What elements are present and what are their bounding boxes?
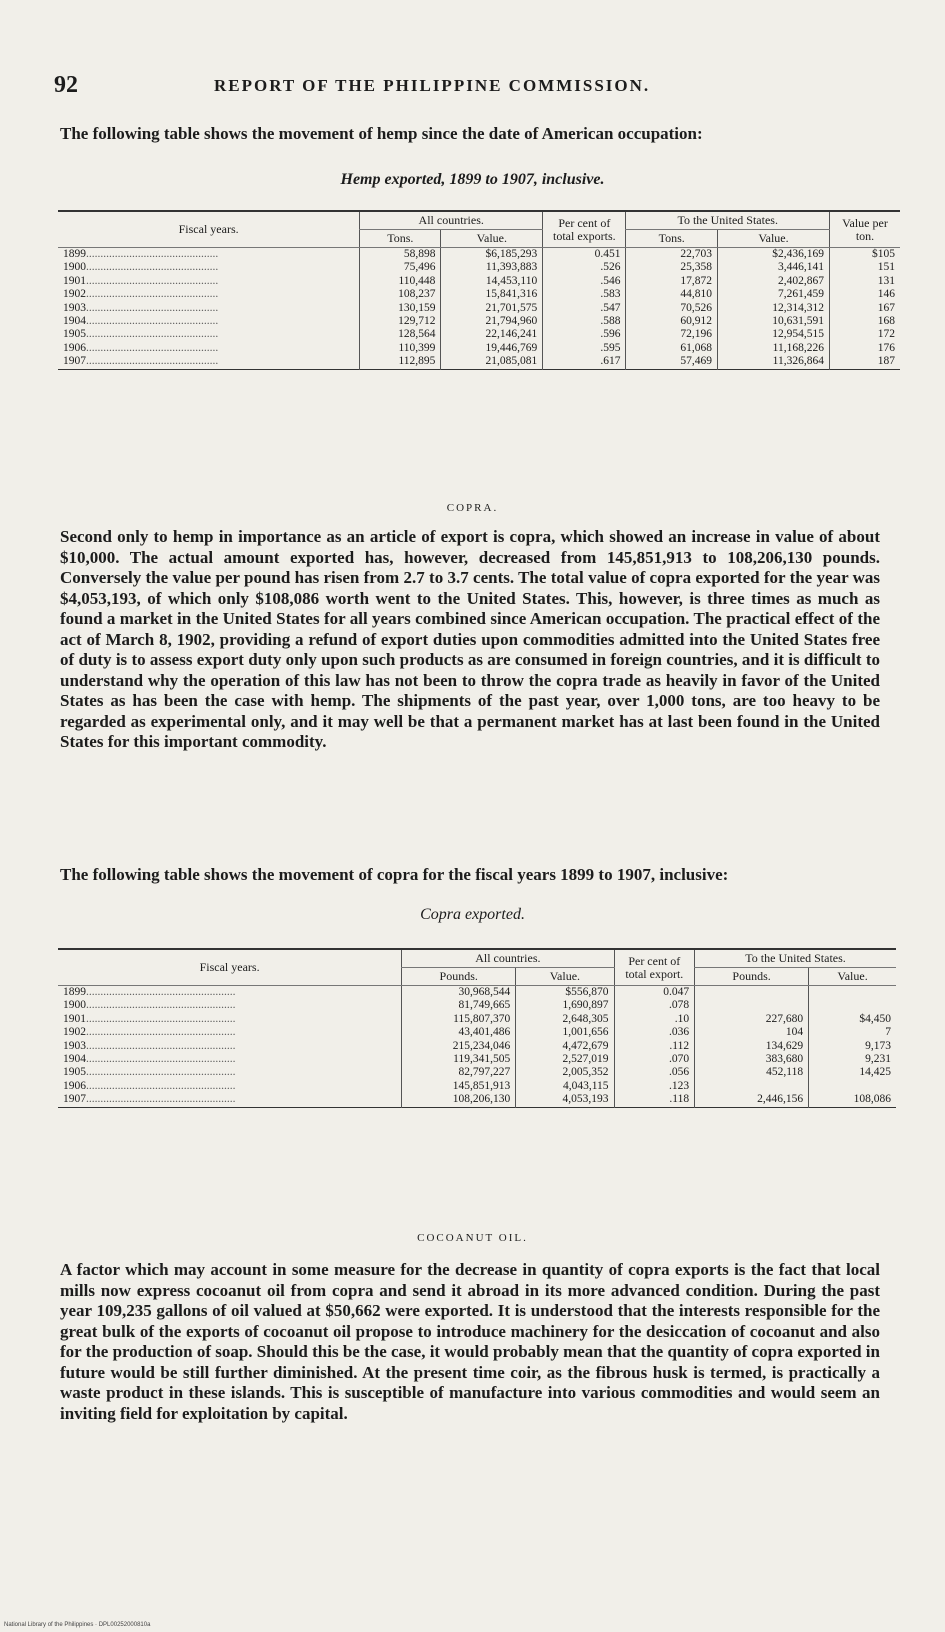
hemp-header-all-countries: All countries. (360, 211, 543, 230)
value-cell: 2,527,019 (516, 1053, 614, 1066)
us-value-cell (809, 986, 896, 1000)
per-ton-cell: 176 (830, 342, 901, 355)
us-pounds-cell (695, 1080, 809, 1093)
cocoanut-oil-paragraph: A factor which may account in some measure for the decrease in quantity of copra exports is the fact that local mills now express cocoanut oil from copra and send it abroad in its more advanced condition. During the past year 109,235 gallons of oil valued at $50,662 were exported. It is understood that the interests responsible for the great bulk of the exports of cocoanut oil propose to introduce machinery for the desiccation of cocoanut and also for the production of soap. Should this be the case, it would probably mean that the quantity of copra exported in future would be still further diminished. At the present time coir, as the fibrous husk is termed, is practically a waste product in these islands. This is susceptible of manufacture into various commodities and would seem an inviting field for exploitation by capital. (60, 1260, 880, 1423)
us-tons-cell: 60,912 (626, 315, 717, 328)
us-tons-cell: 57,469 (626, 355, 717, 369)
us-value-cell (809, 1080, 896, 1093)
pct-cell: .078 (614, 999, 695, 1012)
tons-cell: 128,564 (360, 328, 441, 341)
running-head: REPORT OF THE PHILIPPINE COMMISSION. (214, 76, 651, 95)
hemp-header-per-cent: Per cent of total exports. (543, 211, 626, 248)
pct-cell: .112 (614, 1040, 695, 1053)
table-row (58, 1093, 896, 1107)
us-pounds-cell: 383,680 (695, 1053, 809, 1066)
page-number: 92 (54, 72, 78, 98)
us-tons-cell: 22,703 (626, 248, 717, 262)
value-cell: 14,453,110 (441, 275, 543, 288)
us-pounds-cell (695, 986, 809, 1000)
copra-header-value: Value. (516, 968, 614, 986)
table-row (58, 986, 896, 1000)
pct-cell: .526 (543, 261, 626, 274)
tons-cell: 130,159 (360, 302, 441, 315)
us-value-cell: 9,173 (809, 1040, 896, 1053)
pct-cell: .036 (614, 1026, 695, 1039)
us-value-cell: 10,631,591 (717, 315, 829, 328)
value-cell: 4,472,679 (516, 1040, 614, 1053)
value-cell: 2,648,305 (516, 1013, 614, 1026)
hemp-header-us-tons: Tons. (626, 230, 717, 248)
table-row (58, 302, 900, 315)
hemp-intro-paragraph: The following table shows the movement of hemp since the date of American occupation: (60, 124, 703, 143)
us-value-cell: 2,402,867 (717, 275, 829, 288)
us-value-cell: 7,261,459 (717, 288, 829, 301)
fiscal-year-cell: 1906.................................................... (63, 1079, 236, 1092)
us-pounds-cell (695, 999, 809, 1012)
per-ton-cell: 131 (830, 275, 901, 288)
pct-cell: .123 (614, 1080, 695, 1093)
value-cell: 1,001,656 (516, 1026, 614, 1039)
fiscal-year-cell: 1900.................................................... (63, 999, 236, 1012)
hemp-header-us-value: Value. (717, 230, 829, 248)
fiscal-year-cell: 1901.............................................. (63, 274, 219, 287)
value-cell: 4,043,115 (516, 1080, 614, 1093)
us-value-cell (809, 999, 896, 1012)
tons-cell: 129,712 (360, 315, 441, 328)
copra-table-body (58, 986, 896, 1108)
pct-cell: .056 (614, 1066, 695, 1079)
pounds-cell: 81,749,665 (402, 999, 516, 1012)
table-row (58, 355, 900, 369)
pct-cell: 0.451 (543, 248, 626, 262)
us-pounds-cell: 227,680 (695, 1013, 809, 1026)
copra-intro-paragraph: The following table shows the movement of copra for the fiscal years 1899 to 1907, inclusive: (60, 865, 729, 884)
copra-header-all-countries: All countries. (402, 949, 614, 968)
copra-header-to-us: To the United States. (695, 949, 896, 968)
pounds-cell: 215,234,046 (402, 1040, 516, 1053)
copra-header-per-cent: Per cent of total export. (614, 949, 695, 986)
table-row (58, 248, 900, 262)
fiscal-year-cell: 1900.............................................. (63, 261, 219, 274)
fiscal-year-cell: 1903.................................................... (63, 1039, 236, 1052)
us-value-cell: 11,168,226 (717, 342, 829, 355)
table-row (58, 342, 900, 355)
value-cell: 21,085,081 (441, 355, 543, 369)
table-row (58, 1066, 896, 1079)
table-row (58, 1013, 896, 1026)
tons-cell: 108,237 (360, 288, 441, 301)
table-row (58, 288, 900, 301)
value-cell: 11,393,883 (441, 261, 543, 274)
page-header (54, 72, 894, 102)
us-pounds-cell: 2,446,156 (695, 1093, 809, 1107)
per-ton-cell: $105 (830, 248, 901, 262)
value-cell: 2,005,352 (516, 1066, 614, 1079)
per-ton-cell: 172 (830, 328, 901, 341)
table-row (58, 315, 900, 328)
us-value-cell: 11,326,864 (717, 355, 829, 369)
fiscal-year-cell: 1906.............................................. (63, 341, 219, 354)
pounds-cell: 145,851,913 (402, 1080, 516, 1093)
table-row (58, 1053, 896, 1066)
pct-cell: .070 (614, 1053, 695, 1066)
pounds-cell: 115,807,370 (402, 1013, 516, 1026)
fiscal-year-cell: 1907.................................................... (63, 1093, 236, 1106)
value-cell: $6,185,293 (441, 248, 543, 262)
us-value-cell: 12,954,515 (717, 328, 829, 341)
pct-cell: .595 (543, 342, 626, 355)
per-ton-cell: 151 (830, 261, 901, 274)
us-value-cell: 12,314,312 (717, 302, 829, 315)
us-pounds-cell: 134,629 (695, 1040, 809, 1053)
scan-footer-mark: National Library of the Philippines · DPL00252000810a (4, 1622, 151, 1628)
tons-cell: 75,496 (360, 261, 441, 274)
pct-cell: .118 (614, 1093, 695, 1107)
pounds-cell: 43,401,486 (402, 1026, 516, 1039)
pct-cell: 0.047 (614, 986, 695, 1000)
fiscal-year-cell: 1903.............................................. (63, 301, 219, 314)
fiscal-year-cell: 1899.............................................. (63, 248, 219, 260)
hemp-header-value-per-ton: Value per ton. (830, 211, 901, 248)
us-tons-cell: 70,526 (626, 302, 717, 315)
fiscal-year-cell: 1905.............................................. (63, 328, 219, 341)
pounds-cell: 108,206,130 (402, 1093, 516, 1107)
table-row (58, 1026, 896, 1039)
value-cell: 1,690,897 (516, 999, 614, 1012)
hemp-header-tons: Tons. (360, 230, 441, 248)
us-value-cell: 7 (809, 1026, 896, 1039)
fiscal-year-cell: 1905.................................................... (63, 1066, 236, 1079)
pct-cell: .588 (543, 315, 626, 328)
us-value-cell: 108,086 (809, 1093, 896, 1107)
us-value-cell: $2,436,169 (717, 248, 829, 262)
pct-cell: .617 (543, 355, 626, 369)
per-ton-cell: 187 (830, 355, 901, 369)
value-cell: 4,053,193 (516, 1093, 614, 1107)
pounds-cell: 82,797,227 (402, 1066, 516, 1079)
hemp-table-caption: Hemp exported, 1899 to 1907, inclusive. (340, 171, 605, 188)
value-cell: 22,146,241 (441, 328, 543, 341)
tons-cell: 58,898 (360, 248, 441, 262)
fiscal-year-cell: 1901.................................................... (63, 1012, 236, 1025)
value-cell: 21,701,575 (441, 302, 543, 315)
pct-cell: .546 (543, 275, 626, 288)
hemp-table-body (58, 248, 900, 370)
us-value-cell: 14,425 (809, 1066, 896, 1079)
value-cell: $556,870 (516, 986, 614, 1000)
us-tons-cell: 61,068 (626, 342, 717, 355)
copra-heading: COPRA. (446, 502, 499, 514)
hemp-header-to-us: To the United States. (626, 211, 830, 230)
tons-cell: 110,448 (360, 275, 441, 288)
us-tons-cell: 25,358 (626, 261, 717, 274)
us-pounds-cell: 104 (695, 1026, 809, 1039)
copra-header-fiscal-years: Fiscal years. (58, 949, 402, 986)
per-ton-cell: 168 (830, 315, 901, 328)
table-row (58, 275, 900, 288)
pct-cell: .583 (543, 288, 626, 301)
hemp-header-fiscal-years: Fiscal years. (58, 211, 360, 248)
hemp-table (58, 210, 900, 370)
fiscal-year-cell: 1902.............................................. (63, 288, 219, 301)
us-value-cell: 3,446,141 (717, 261, 829, 274)
copra-table (58, 948, 896, 1108)
pounds-cell: 30,968,544 (402, 986, 516, 1000)
us-tons-cell: 44,810 (626, 288, 717, 301)
pct-cell: .596 (543, 328, 626, 341)
us-tons-cell: 72,196 (626, 328, 717, 341)
us-pounds-cell: 452,118 (695, 1066, 809, 1079)
value-cell: 21,794,960 (441, 315, 543, 328)
tons-cell: 112,895 (360, 355, 441, 369)
value-cell: 15,841,316 (441, 288, 543, 301)
us-value-cell: 9,231 (809, 1053, 896, 1066)
value-cell: 19,446,769 (441, 342, 543, 355)
table-row (58, 1080, 896, 1093)
copra-header-us-value: Value. (809, 968, 896, 986)
copra-paragraph: Second only to hemp in importance as an article of export is copra, which showed an increase in value of about $10,000. The actual amount exported has, however, decreased from 145,851,913 to 108,206,130 pounds. Conversely the value per pound has risen from 2.7 to 3.7 cents. The total value of copra exported for the year was $4,053,193, of which only $108,086 worth went to the United States. This, however, is three times as much as found a market in the United States for all years combined since American occupation. The practical effect of the act of March 8, 1902, providing a refund of export duties upon commodities admitted into the United States free of duty is to assess export duty only upon such products as are consumed in foreign countries, and it is difficult to understand why the operation of this law has not been to throw the copra trade as heavily in favor of the United States as has been the case with hemp. The shipments of the past year, over 1,000 tons, are too heavy to be regarded as experimental only, and it may well be that a permanent market has at last been found in the United States for this important commodity. (60, 527, 880, 751)
fiscal-year-cell: 1907.............................................. (63, 355, 219, 368)
per-ton-cell: 146 (830, 288, 901, 301)
pct-cell: .10 (614, 1013, 695, 1026)
pct-cell: .547 (543, 302, 626, 315)
table-row (58, 328, 900, 341)
copra-header-us-pounds: Pounds. (695, 968, 809, 986)
cocoanut-oil-heading: COCOANUT OIL. (417, 1232, 528, 1244)
per-ton-cell: 167 (830, 302, 901, 315)
us-tons-cell: 17,872 (626, 275, 717, 288)
fiscal-year-cell: 1904.............................................. (63, 315, 219, 328)
fiscal-year-cell: 1904.................................................... (63, 1053, 236, 1066)
copra-header-pounds: Pounds. (402, 968, 516, 986)
pounds-cell: 119,341,505 (402, 1053, 516, 1066)
copra-table-caption: Copra exported. (420, 906, 525, 923)
us-value-cell: $4,450 (809, 1013, 896, 1026)
table-row (58, 1040, 896, 1053)
table-row (58, 999, 896, 1012)
tons-cell: 110,399 (360, 342, 441, 355)
table-row (58, 261, 900, 274)
fiscal-year-cell: 1899.................................................... (63, 986, 236, 998)
fiscal-year-cell: 1902.................................................... (63, 1026, 236, 1039)
hemp-header-value: Value. (441, 230, 543, 248)
